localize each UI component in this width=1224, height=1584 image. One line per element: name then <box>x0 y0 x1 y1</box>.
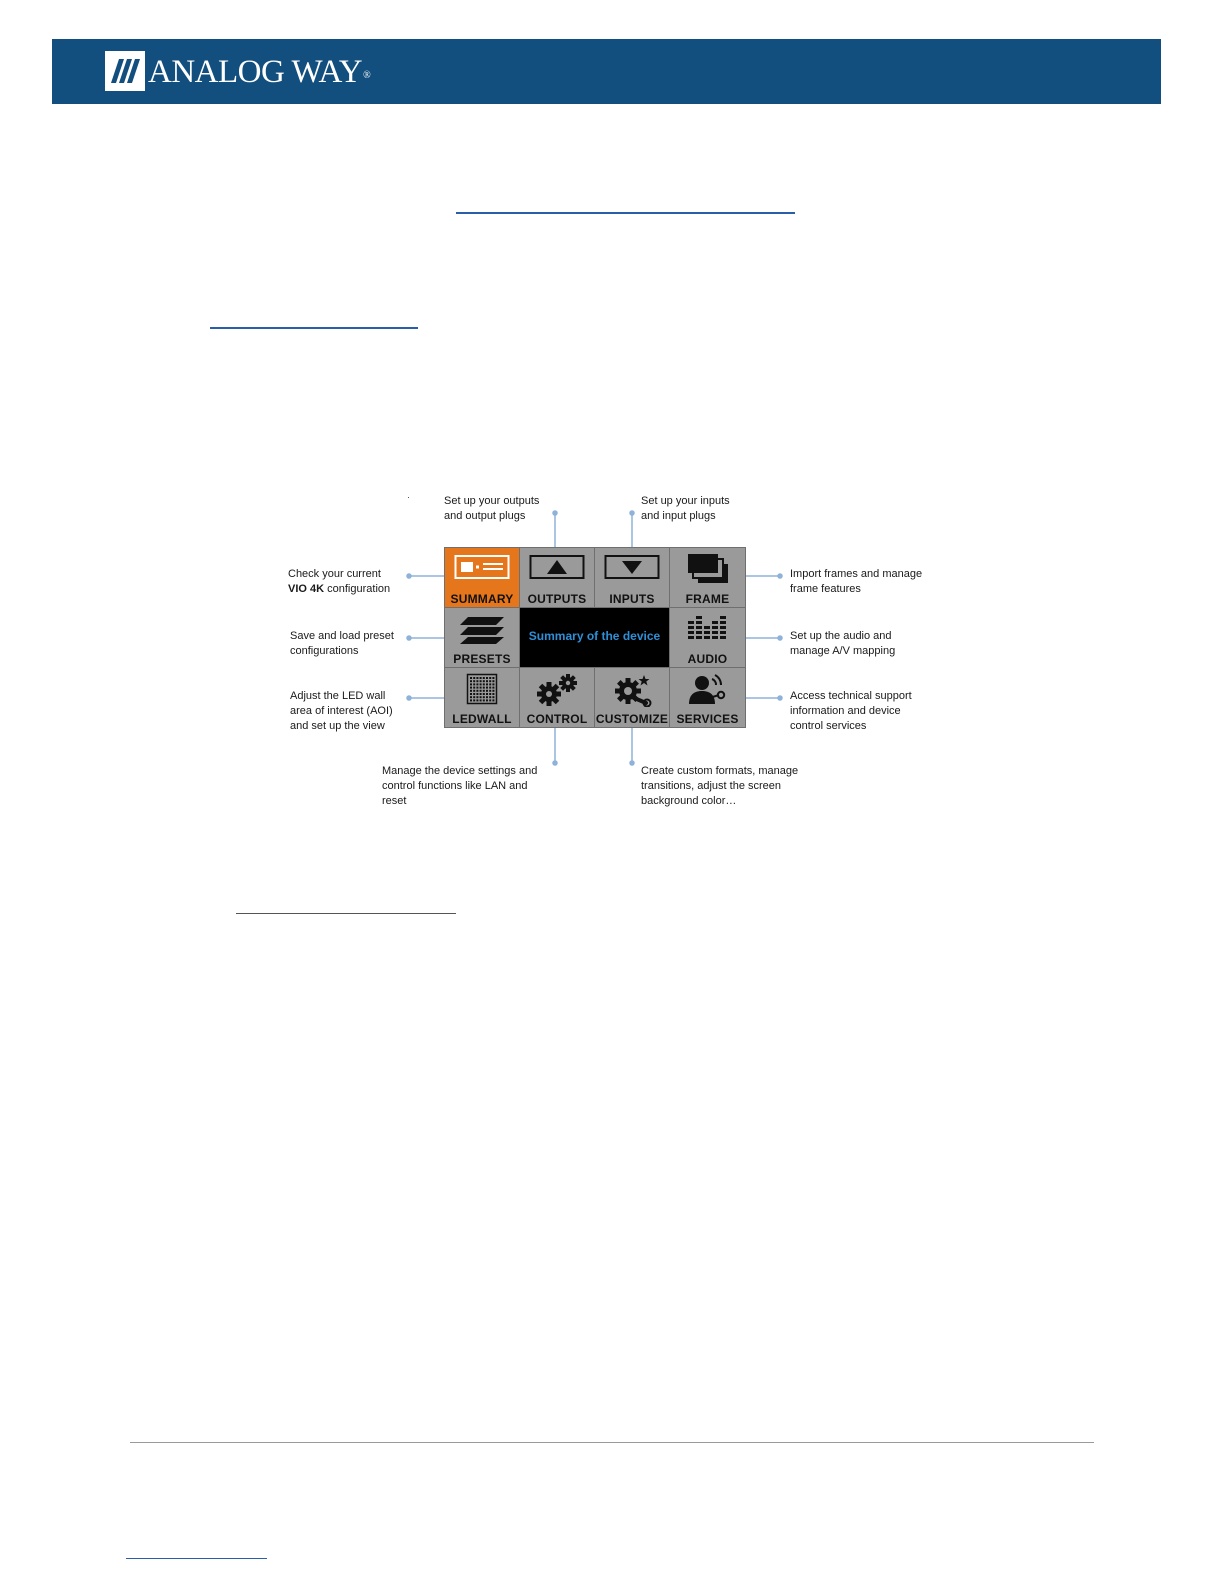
tile-label: FRAME <box>685 592 730 606</box>
callout-customize: Create custom formats, manage transitions, adjust the screen background color… <box>641 765 799 807</box>
tile-frame[interactable] <box>670 548 745 607</box>
callout-control: Manage the device settings and control functions like LAN and reset <box>382 765 538 807</box>
support-person-icon <box>686 673 730 712</box>
led-grid-icon <box>466 673 498 710</box>
product-name: VIO 4K <box>288 583 325 595</box>
stacked-frames-icon <box>685 553 731 590</box>
callout-audio: Set up the audio and manage A/V mapping <box>790 630 896 657</box>
tile-label: INPUTS <box>609 592 655 606</box>
callout-presets: Save and load preset configurations <box>290 630 394 657</box>
summary-panel-text: Summary of the device <box>528 629 661 643</box>
tile-label: LEDWALL <box>452 712 512 726</box>
down-triangle-icon <box>604 553 660 586</box>
device-card-icon <box>454 553 510 586</box>
callout-inputs: Set up your inputs and input plugs <box>641 495 730 522</box>
tile-summary[interactable] <box>445 548 519 607</box>
summary-panel <box>520 608 669 667</box>
tile-label: PRESETS <box>453 652 511 666</box>
tile-customize[interactable] <box>595 668 669 727</box>
tile-ledwall[interactable] <box>445 668 519 727</box>
tile-label: SUMMARY <box>450 592 514 606</box>
tile-label: CONTROL <box>526 712 588 726</box>
equalizer-icon <box>686 613 730 648</box>
tile-services[interactable] <box>670 668 745 727</box>
layers-icon <box>456 613 508 650</box>
registered-mark: ® <box>363 70 371 81</box>
tile-audio[interactable] <box>670 608 745 667</box>
gear-wrench-icon <box>610 673 654 712</box>
tile-label: SERVICES <box>676 712 739 726</box>
brand-name: ANALOG WAY® <box>148 54 371 90</box>
tile-label: OUTPUTS <box>527 592 587 606</box>
gears-icon <box>532 673 582 712</box>
tile-label: AUDIO <box>687 652 728 666</box>
tile-label: CUSTOMIZE <box>595 712 669 726</box>
tile-outputs[interactable] <box>520 548 594 607</box>
tile-inputs[interactable] <box>595 548 669 607</box>
tile-presets[interactable] <box>445 608 519 667</box>
callout-outputs: Set up your outputs and output plugs <box>444 495 540 522</box>
callout-ledwall: Adjust the LED wall area of interest (AOI) and set up the view <box>290 690 393 732</box>
up-triangle-icon <box>529 553 585 586</box>
callout-frame: Import frames and manage frame features <box>790 568 923 595</box>
callout-services: Access technical support information and device control services <box>790 690 912 732</box>
tile-control[interactable] <box>520 668 594 727</box>
callout-summary: Check your current VIO 4K configuration <box>288 568 391 595</box>
